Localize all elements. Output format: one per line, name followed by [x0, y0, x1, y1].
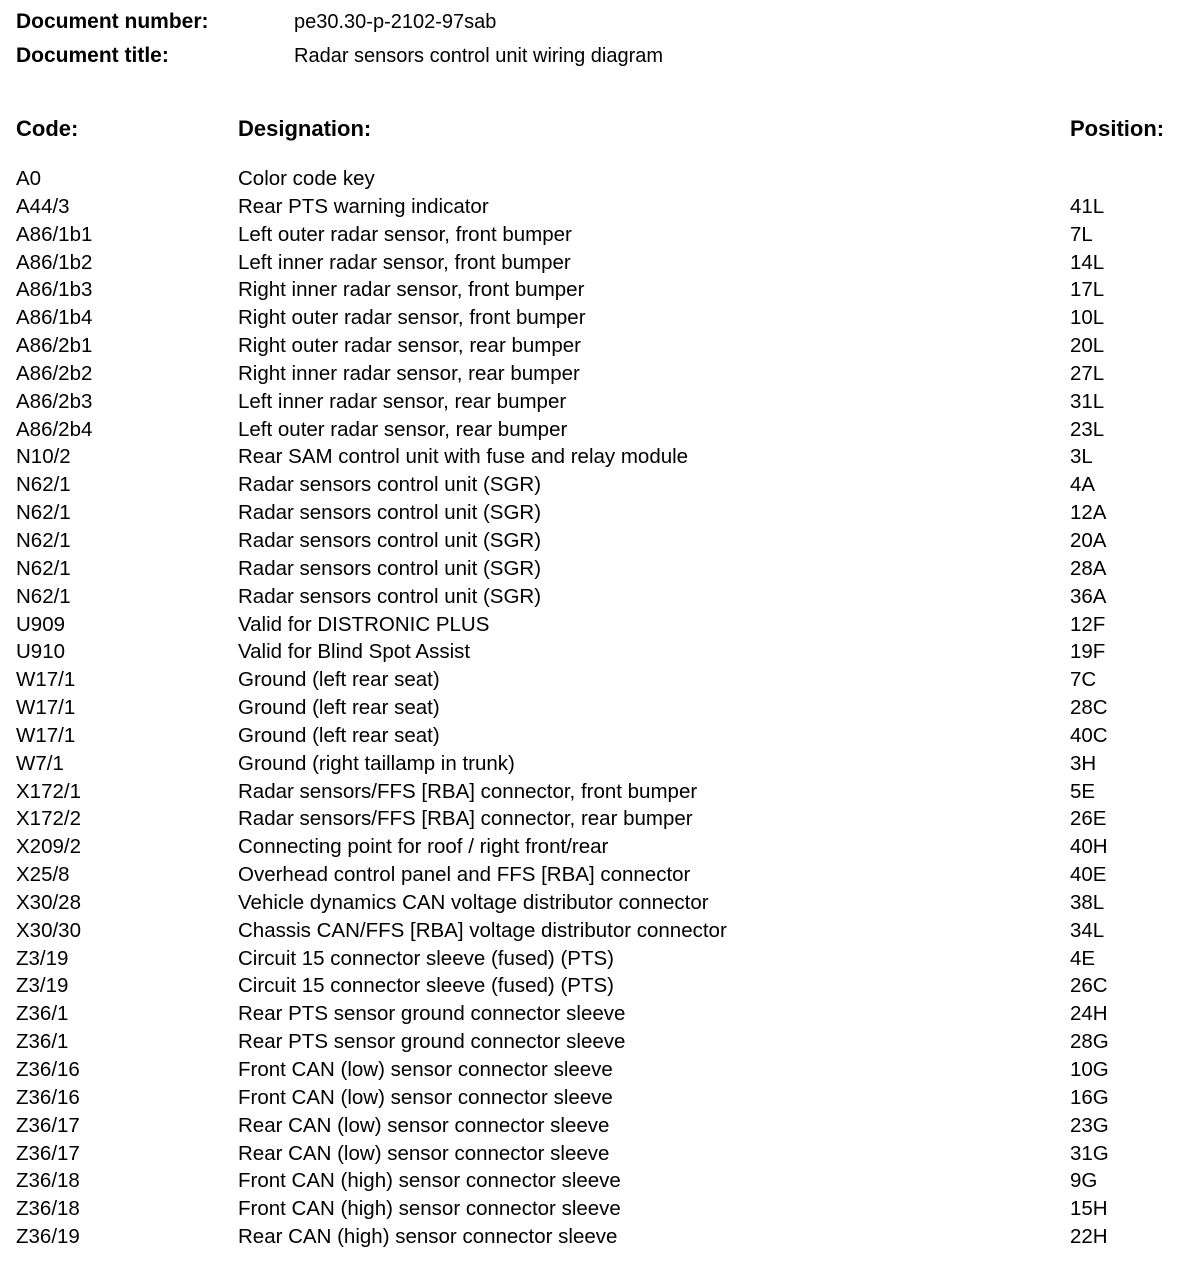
- table-row: [0, 249, 1192, 277]
- table-row: [0, 165, 1192, 193]
- row-code: A86/1b2: [16, 250, 93, 274]
- row-designation: Rear CAN (low) sensor connector sleeve: [238, 1141, 610, 1165]
- table-row: [0, 750, 1192, 778]
- table-row: [0, 388, 1192, 416]
- row-position: 3L: [1070, 445, 1093, 469]
- row-code: Z3/19: [16, 946, 69, 970]
- row-position: 19F: [1070, 640, 1106, 664]
- row-position: 10L: [1070, 306, 1105, 330]
- row-code: N10/2: [16, 445, 71, 469]
- table-row: [0, 1140, 1192, 1168]
- row-position: 3H: [1070, 751, 1097, 775]
- row-designation: Rear SAM control unit with fuse and relay module: [238, 445, 689, 469]
- document-number-row: [16, 8, 496, 36]
- row-code: N62/1: [16, 473, 71, 497]
- row-designation: Valid for DISTRONIC PLUS: [238, 612, 490, 636]
- document-number-value: pe30.30-p-2102-97sab: [294, 10, 497, 33]
- row-position: 28G: [1070, 1030, 1109, 1054]
- row-position: 34L: [1070, 918, 1105, 942]
- row-designation: Ground (left rear seat): [238, 696, 440, 720]
- row-designation: Circuit 15 connector sleeve (fused) (PTS): [238, 974, 614, 998]
- table-row: [0, 917, 1192, 945]
- table-row: [0, 555, 1192, 583]
- row-position: 4A: [1070, 473, 1096, 497]
- row-code: A86/2b1: [16, 334, 93, 358]
- table-row: [0, 611, 1192, 639]
- row-code: N62/1: [16, 556, 71, 580]
- table-row: [0, 360, 1192, 388]
- row-position: 38L: [1070, 890, 1105, 914]
- row-designation: Radar sensors control unit (SGR): [238, 501, 542, 525]
- row-designation: Rear CAN (low) sensor connector sleeve: [238, 1113, 610, 1137]
- row-designation: Rear PTS warning indicator: [238, 194, 489, 218]
- row-designation: Ground (left rear seat): [238, 668, 440, 692]
- row-position: 20A: [1070, 528, 1107, 552]
- row-designation: Right outer radar sensor, front bumper: [238, 306, 586, 330]
- row-position: 7L: [1070, 222, 1093, 246]
- table-row: [0, 221, 1192, 249]
- table-row: [0, 972, 1192, 1000]
- row-code: X25/8: [16, 863, 70, 887]
- header-position: Position:: [1070, 116, 1165, 141]
- row-code: X30/28: [16, 890, 81, 914]
- document-title-value: Radar sensors control unit wiring diagram: [294, 44, 664, 67]
- row-code: X30/30: [16, 918, 81, 942]
- row-position: 27L: [1070, 361, 1105, 385]
- table-row: [0, 499, 1192, 527]
- row-position: 23G: [1070, 1113, 1109, 1137]
- row-designation: Right inner radar sensor, front bumper: [238, 278, 585, 302]
- row-designation: Radar sensors control unit (SGR): [238, 556, 542, 580]
- row-position: 12A: [1070, 501, 1107, 525]
- row-code: A86/2b3: [16, 389, 93, 413]
- row-designation: Radar sensors control unit (SGR): [238, 473, 542, 497]
- table-row: [0, 1195, 1192, 1223]
- row-designation: Color code key: [238, 167, 375, 190]
- row-code: U909: [16, 612, 66, 636]
- row-designation: Front CAN (low) sensor connector sleeve: [238, 1058, 613, 1081]
- row-code: Z36/18: [16, 1197, 80, 1221]
- row-designation: Right outer radar sensor, rear bumper: [238, 334, 581, 358]
- row-position: 16G: [1070, 1085, 1109, 1109]
- row-designation: Vehicle dynamics CAN voltage distributor connector: [238, 890, 709, 914]
- table-row: [0, 1167, 1192, 1195]
- document-title-label: Document title:: [16, 44, 169, 67]
- row-designation: Left outer radar sensor, rear bumper: [238, 417, 568, 441]
- row-position: 9G: [1070, 1169, 1098, 1193]
- row-position: 12F: [1070, 612, 1106, 636]
- row-code: Z36/17: [16, 1141, 80, 1165]
- row-code: W17/1: [16, 696, 76, 720]
- row-designation: Front CAN (high) sensor connector sleeve: [238, 1169, 621, 1193]
- row-designation: Rear PTS sensor ground connector sleeve: [238, 1030, 626, 1054]
- row-position: 15H: [1070, 1197, 1108, 1221]
- row-designation: Radar sensors control unit (SGR): [238, 528, 542, 552]
- table-row: [0, 1028, 1192, 1056]
- table-row: [0, 471, 1192, 499]
- table-row: [0, 638, 1192, 666]
- row-designation: Right inner radar sensor, rear bumper: [238, 361, 580, 385]
- row-position: 17L: [1070, 278, 1105, 302]
- table-row: [0, 722, 1192, 750]
- row-code: A86/2b4: [16, 417, 93, 441]
- table-row: [0, 416, 1192, 444]
- row-code: N62/1: [16, 528, 71, 552]
- row-code: A86/1b4: [16, 306, 93, 330]
- table-row: [0, 1084, 1192, 1112]
- row-position: 14L: [1070, 250, 1105, 274]
- row-code: A86/2b2: [16, 361, 93, 385]
- row-designation: Valid for Blind Spot Assist: [238, 640, 471, 664]
- table-row: [0, 1223, 1192, 1251]
- row-designation: Chassis CAN/FFS [RBA] voltage distributor connector: [238, 918, 727, 942]
- row-position: 22H: [1070, 1225, 1108, 1249]
- table-row: [0, 1056, 1192, 1084]
- row-position: 26C: [1070, 974, 1108, 998]
- row-code: Z36/18: [16, 1169, 80, 1193]
- row-position: 36A: [1070, 584, 1107, 608]
- row-code: X209/2: [16, 835, 81, 859]
- row-designation: Radar sensors/FFS [RBA] connector, rear bumper: [238, 807, 693, 831]
- row-designation: Front CAN (low) sensor connector sleeve: [238, 1085, 613, 1109]
- row-code: Z36/16: [16, 1085, 80, 1109]
- row-position: 40H: [1070, 835, 1108, 859]
- document-title-row: [16, 42, 663, 70]
- table-row: [0, 833, 1192, 861]
- row-position: 31L: [1070, 389, 1105, 413]
- row-code: W17/1: [16, 723, 76, 747]
- row-designation: Front CAN (high) sensor connector sleeve: [238, 1197, 621, 1221]
- table-row: [0, 945, 1192, 973]
- document-number-label: Document number:: [16, 10, 209, 33]
- row-designation: Ground (right taillamp in trunk): [238, 751, 515, 775]
- table-row: [0, 1000, 1192, 1028]
- table-row: [0, 304, 1192, 332]
- row-designation: Ground (left rear seat): [238, 723, 440, 747]
- row-position: 40C: [1070, 723, 1108, 747]
- row-position: 23L: [1070, 417, 1105, 441]
- row-designation: Left outer radar sensor, front bumper: [238, 222, 572, 246]
- row-code: Z36/19: [16, 1225, 80, 1249]
- row-code: A44/3: [16, 194, 70, 218]
- table-row: [0, 527, 1192, 555]
- row-position: 28A: [1070, 556, 1107, 580]
- row-position: 26E: [1070, 807, 1107, 831]
- table-row: [0, 443, 1192, 471]
- row-position: 10G: [1070, 1058, 1109, 1081]
- table-row: [0, 1112, 1192, 1140]
- row-code: Z36/17: [16, 1113, 80, 1137]
- row-code: N62/1: [16, 584, 71, 608]
- row-position: 24H: [1070, 1002, 1108, 1026]
- row-code: Z36/1: [16, 1030, 69, 1054]
- table-row: [0, 332, 1192, 360]
- row-code: W7/1: [16, 751, 64, 775]
- row-position: 28C: [1070, 696, 1108, 720]
- row-code: A86/1b1: [16, 222, 93, 246]
- table-row: [0, 193, 1192, 221]
- row-position: 7C: [1070, 668, 1097, 692]
- row-code: Z3/19: [16, 974, 69, 998]
- table-body: [0, 165, 1192, 1251]
- table-row: [0, 583, 1192, 611]
- row-position: 5E: [1070, 779, 1096, 803]
- row-designation: Radar sensors/FFS [RBA] connector, front bumper: [238, 779, 698, 803]
- row-position: 41L: [1070, 194, 1105, 218]
- header-code: Code:: [16, 116, 79, 141]
- row-designation: Overhead control panel and FFS [RBA] connector: [238, 863, 691, 887]
- row-code: X172/2: [16, 807, 81, 831]
- row-designation: Left inner radar sensor, rear bumper: [238, 389, 567, 413]
- row-code: X172/1: [16, 779, 81, 803]
- header-designation: Designation:: [238, 116, 372, 141]
- row-code: Z36/16: [16, 1058, 80, 1081]
- table-row: [0, 805, 1192, 833]
- table-header: [0, 114, 1192, 144]
- row-designation: Connecting point for roof / right front/rear: [238, 835, 609, 859]
- row-designation: Left inner radar sensor, front bumper: [238, 250, 571, 274]
- table-row: [0, 778, 1192, 806]
- table-row: [0, 694, 1192, 722]
- row-position: 4E: [1070, 946, 1096, 970]
- row-code: Z36/1: [16, 1002, 69, 1026]
- row-code: W17/1: [16, 668, 76, 692]
- row-code: A86/1b3: [16, 278, 93, 302]
- row-designation: Rear CAN (high) sensor connector sleeve: [238, 1225, 618, 1249]
- table-row: [0, 861, 1192, 889]
- row-designation: Circuit 15 connector sleeve (fused) (PTS): [238, 946, 614, 970]
- table-row: [0, 276, 1192, 304]
- row-designation: Radar sensors control unit (SGR): [238, 584, 542, 608]
- row-position: 40E: [1070, 863, 1107, 887]
- row-position: 31G: [1070, 1141, 1109, 1165]
- row-code: A0: [16, 167, 42, 190]
- table-row: [0, 666, 1192, 694]
- row-position: 20L: [1070, 334, 1105, 358]
- row-code: N62/1: [16, 501, 71, 525]
- row-code: U910: [16, 640, 66, 664]
- table-row: [0, 889, 1192, 917]
- row-designation: Rear PTS sensor ground connector sleeve: [238, 1002, 626, 1026]
